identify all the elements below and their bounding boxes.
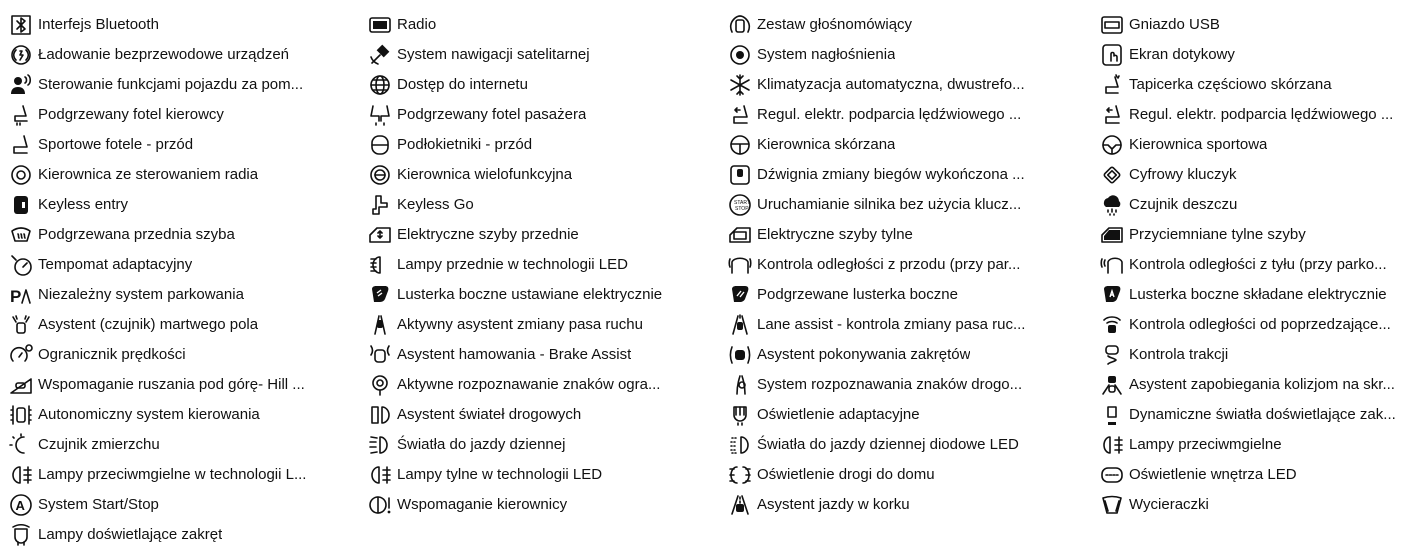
feature-item (367, 70, 727, 100)
leather-wheel-icon (727, 133, 753, 157)
heated-mirror-icon (727, 283, 753, 307)
feature-label: Światła do jazdy dziennej diodowe LED (757, 436, 1019, 453)
wireless-charging-icon (8, 43, 34, 67)
folding-mirror-icon (1099, 283, 1125, 307)
feature-item (8, 190, 358, 220)
feature-label: Światła do jazdy dziennej (397, 436, 566, 453)
feature-item (367, 250, 727, 280)
feature-label: Kierownica wielofunkcyjna (397, 166, 573, 183)
feature-item (8, 430, 358, 460)
feature-label: Zestaw głośnomówiący (757, 16, 913, 33)
feature-column (8, 10, 358, 550)
armrest-icon (367, 133, 393, 157)
traction-control-icon (1099, 343, 1125, 367)
feature-item (727, 130, 1097, 160)
feature-label: Asystent jazdy w korku (757, 496, 910, 513)
feature-label: Lane assist - kontrola zmiany pasa ruc... (757, 316, 1026, 333)
lane-assist-icon (727, 313, 753, 337)
start-button-icon (727, 193, 753, 217)
feature-label: Asystent (czujnik) martwego pola (38, 316, 259, 333)
feature-label: Lampy doświetlające zakręt (38, 526, 223, 543)
feature-label: Kierownica skórzana (757, 136, 896, 153)
dusk-sensor-icon (8, 433, 34, 457)
dynamic-cornering-icon (1099, 403, 1125, 427)
bluetooth-icon (8, 13, 34, 37)
feature-label: Czujnik deszczu (1129, 196, 1238, 213)
feature-label: Klimatyzacja automatyczna, dwustrefo... (757, 76, 1025, 93)
feature-item (1099, 10, 1420, 40)
feature-item (1099, 130, 1420, 160)
feature-label: Tapicerka częściowo skórzana (1129, 76, 1332, 93)
feature-label: Asystent hamowania - Brake Assist (397, 346, 632, 363)
feature-item (727, 70, 1097, 100)
heated-windshield-icon (8, 223, 34, 247)
feature-item (367, 100, 727, 130)
feature-item (367, 400, 727, 430)
brake-assist-icon (367, 343, 393, 367)
feature-label: Asystent świateł drogowych (397, 406, 582, 423)
feature-item (727, 400, 1097, 430)
feature-label: Wspomaganie ruszania pod górę- Hill ... (38, 376, 305, 393)
feature-item (1099, 490, 1420, 520)
blind-spot-icon (8, 313, 34, 337)
svg-text:P: P (10, 287, 22, 306)
voice-control-icon (8, 73, 34, 97)
feature-item (1099, 190, 1420, 220)
rear-parking-sensor-icon (1099, 253, 1125, 277)
feature-label: Podłokietniki - przód (397, 136, 533, 153)
feature-item (1099, 70, 1420, 100)
feature-item (8, 460, 358, 490)
fog-lamp-icon (1099, 433, 1125, 457)
feature-item (727, 370, 1097, 400)
feature-label: Elektryczne szyby tylne (757, 226, 913, 243)
feature-label: Czujnik zmierzchu (38, 436, 160, 453)
drl-led-icon (727, 433, 753, 457)
feature-label: Interfejs Bluetooth (38, 16, 159, 33)
feature-label: System Start/Stop (38, 496, 159, 513)
wipers-icon (1099, 493, 1125, 517)
feature-item (8, 310, 358, 340)
feature-item (1099, 220, 1420, 250)
cornering-lamp-icon (8, 523, 34, 547)
feature-item (367, 460, 727, 490)
adaptive-light-icon (727, 403, 753, 427)
lumbar-support-icon (1099, 103, 1125, 127)
feature-label: Lampy tylne w technologii LED (397, 466, 603, 483)
svg-text:A: A (15, 498, 25, 513)
snowflake-icon (727, 73, 753, 97)
feature-label: Kontrola odległości z przodu (przy par... (757, 256, 1021, 273)
feature-item (8, 40, 358, 70)
feature-label: Przyciemniane tylne szyby (1129, 226, 1306, 243)
feature-item (727, 40, 1097, 70)
feature-item (367, 340, 727, 370)
digital-key-icon (1099, 163, 1125, 187)
heated-driver-seat-icon (8, 103, 34, 127)
feature-item (1099, 310, 1420, 340)
feature-label: Ładowanie bezprzewodowe urządzeń (38, 46, 290, 63)
coming-home-icon (727, 463, 753, 487)
adaptive-cruise-icon (8, 253, 34, 277)
collision-avoid-icon (1099, 373, 1125, 397)
feature-item (8, 520, 358, 550)
feature-item (367, 430, 727, 460)
feature-label: System nawigacji satelitarnej (397, 46, 590, 63)
feature-label: Sportowe fotele - przód (38, 136, 194, 153)
feature-column (1099, 10, 1420, 520)
feature-label: Sterowanie funkcjami pojazdu za pom... (38, 76, 304, 93)
feature-label: Oświetlenie adaptacyjne (757, 406, 920, 423)
feature-item (1099, 40, 1420, 70)
feature-item (727, 430, 1097, 460)
feature-item (367, 370, 727, 400)
feature-item (727, 190, 1097, 220)
feature-label: Oświetlenie wnętrza LED (1129, 466, 1297, 483)
feature-item (367, 10, 727, 40)
feature-item (8, 340, 358, 370)
feature-label: Kontrola odległości od poprzedzające... (1129, 316, 1391, 333)
svg-text:STOP: STOP (735, 206, 749, 212)
feature-label: Podgrzewany fotel pasażera (397, 106, 587, 123)
svg-text:START: START (734, 200, 750, 206)
feature-label: Keyless entry (38, 196, 129, 213)
start-stop-icon (8, 493, 34, 517)
rain-sensor-icon (1099, 193, 1125, 217)
feature-label: Lampy przeciwmgielne (1129, 436, 1282, 453)
heated-passenger-seat-icon (367, 103, 393, 127)
rear-power-window-icon (727, 223, 753, 247)
feature-item (727, 460, 1097, 490)
autonomous-driving-icon (8, 403, 34, 427)
feature-item (1099, 430, 1420, 460)
feature-item (367, 490, 727, 520)
front-power-window-icon (367, 223, 393, 247)
feature-item (1099, 400, 1420, 430)
feature-label: Elektryczne szyby przednie (397, 226, 579, 243)
feature-label: Aktywny asystent zmiany pasa ruchu (397, 316, 643, 333)
feature-item (8, 100, 358, 130)
feature-item (1099, 370, 1420, 400)
feature-label: Kierownica sportowa (1129, 136, 1268, 153)
feature-item (1099, 280, 1420, 310)
fog-lamp-led-icon (8, 463, 34, 487)
feature-label: Regul. elektr. podparcia lędźwiowego ... (757, 106, 1022, 123)
feature-column (727, 10, 1097, 520)
feature-item (727, 100, 1097, 130)
feature-item (8, 70, 358, 100)
satellite-icon (367, 43, 393, 67)
feature-item (1099, 160, 1420, 190)
feature-item (727, 490, 1097, 520)
sign-recognition-icon (367, 373, 393, 397)
feature-label: Kontrola trakcji (1129, 346, 1229, 363)
usb-icon (1099, 13, 1125, 37)
tinted-window-icon (1099, 223, 1125, 247)
feature-label: Podgrzewana przednia szyba (38, 226, 235, 243)
lumbar-support-icon (727, 103, 753, 127)
feature-label: Regul. elektr. podparcia lędźwiowego ... (1129, 106, 1394, 123)
feature-item (727, 310, 1097, 340)
power-steering-icon (367, 493, 393, 517)
keyless-entry-icon (8, 193, 34, 217)
feature-label: Kierownica ze sterowaniem radia (38, 166, 259, 183)
feature-item (367, 160, 727, 190)
feature-label: Asystent zapobiegania kolizjom na skr... (1129, 376, 1395, 393)
keyless-go-icon (367, 193, 393, 217)
touchscreen-icon (1099, 43, 1125, 67)
rear-led-lamp-icon (367, 463, 393, 487)
feature-item (367, 280, 727, 310)
feature-label: Lusterka boczne składane elektrycznie (1129, 286, 1387, 303)
feature-label: Dynamiczne światła doświetlające zak... (1129, 406, 1396, 423)
feature-label: System nagłośnienia (757, 46, 896, 63)
feature-label: Podgrzewane lusterka boczne (757, 286, 958, 303)
feature-label: Keyless Go (397, 196, 474, 213)
feature-label: Lampy przeciwmgielne w technologii L... (38, 466, 307, 483)
feature-label: Dostęp do internetu (397, 76, 528, 93)
feature-item (8, 400, 358, 430)
feature-item (1099, 340, 1420, 370)
distance-control-icon (1099, 313, 1125, 337)
feature-item (367, 220, 727, 250)
feature-label: Asystent pokonywania zakrętów (757, 346, 971, 363)
feature-label: Cyfrowy kluczyk (1129, 166, 1237, 183)
feature-item (727, 220, 1097, 250)
feature-item (367, 190, 727, 220)
front-parking-sensor-icon (727, 253, 753, 277)
feature-label: Autonomiczny system kierowania (38, 406, 260, 423)
parking-system-icon (8, 283, 34, 307)
speaker-icon (727, 43, 753, 67)
feature-item (1099, 100, 1420, 130)
feature-item (8, 250, 358, 280)
radio-icon (367, 13, 393, 37)
feature-label: Ogranicznik prędkości (38, 346, 186, 363)
feature-label: Wspomaganie kierownicy (397, 496, 568, 513)
curve-assist-icon (727, 343, 753, 367)
feature-label: Tempomat adaptacyjny (38, 256, 193, 273)
feature-label: Lusterka boczne ustawiane elektrycznie (397, 286, 663, 303)
feature-label: Oświetlenie drogi do domu (757, 466, 935, 483)
power-mirror-icon (367, 283, 393, 307)
feature-item (8, 370, 358, 400)
interior-led-icon (1099, 463, 1125, 487)
feature-item (8, 10, 358, 40)
feature-label: System rozpoznawania znaków drogo... (757, 376, 1023, 393)
lane-change-icon (367, 313, 393, 337)
feature-item (8, 160, 358, 190)
feature-label: Podgrzewany fotel kierowcy (38, 106, 224, 123)
internet-globe-icon (367, 73, 393, 97)
feature-label: Radio (397, 16, 437, 33)
feature-item (727, 340, 1097, 370)
gear-lever-icon (727, 163, 753, 187)
traffic-jam-icon (727, 493, 753, 517)
feature-label: Dźwignia zmiany biegów wykończona ... (757, 166, 1025, 183)
feature-item (8, 130, 358, 160)
hill-assist-icon (8, 373, 34, 397)
handsfree-icon (727, 13, 753, 37)
road-sign-icon (727, 373, 753, 397)
feature-item (367, 40, 727, 70)
feature-label: Wycieraczki (1129, 496, 1209, 513)
feature-label: Uruchamianie silnika bez użycia klucz... (757, 196, 1022, 213)
feature-label: Kontrola odległości z tyłu (przy parko... (1129, 256, 1387, 273)
high-beam-assist-icon (367, 403, 393, 427)
feature-label: Lampy przednie w technologii LED (397, 256, 628, 273)
daytime-lights-icon (367, 433, 393, 457)
sport-wheel-icon (1099, 133, 1125, 157)
feature-item (727, 10, 1097, 40)
feature-item (1099, 460, 1420, 490)
feature-item (8, 490, 358, 520)
feature-label: Gniazdo USB (1129, 16, 1220, 33)
feature-label: Aktywne rozpoznawanie znaków ogra... (397, 376, 661, 393)
multifunction-wheel-icon (367, 163, 393, 187)
feature-item (8, 280, 358, 310)
feature-item (727, 160, 1097, 190)
feature-item (727, 280, 1097, 310)
sport-seat-icon (8, 133, 34, 157)
partial-leather-icon (1099, 73, 1125, 97)
feature-item (367, 130, 727, 160)
steering-wheel-radio-icon (8, 163, 34, 187)
feature-label: Ekran dotykowy (1129, 46, 1235, 63)
feature-label: Niezależny system parkowania (38, 286, 244, 303)
feature-item (367, 310, 727, 340)
speed-limiter-icon (8, 343, 34, 367)
feature-item (727, 250, 1097, 280)
feature-item (1099, 250, 1420, 280)
feature-column (367, 10, 727, 520)
feature-item (8, 220, 358, 250)
led-headlight-icon (367, 253, 393, 277)
